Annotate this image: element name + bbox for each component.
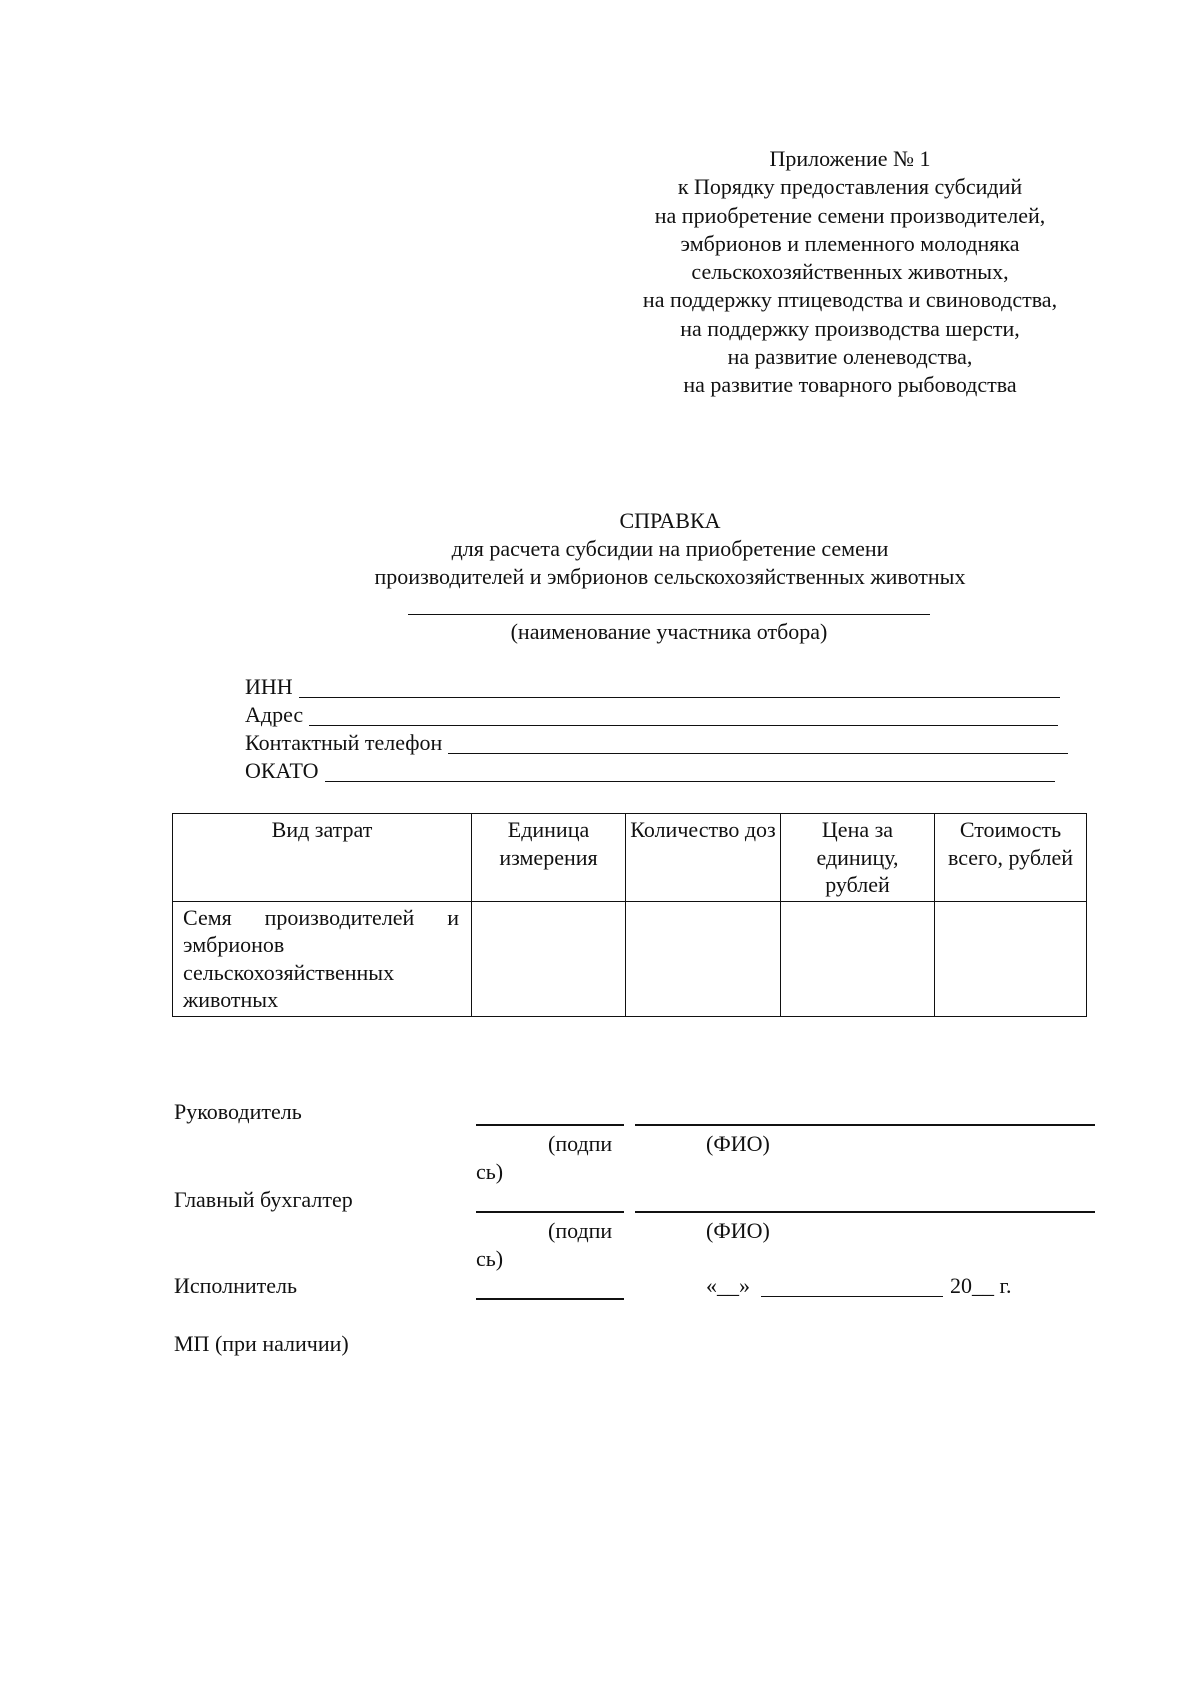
- head-label: Руководитель: [174, 1099, 302, 1124]
- phone-label: Контактный телефон: [245, 730, 443, 755]
- address-field: [245, 701, 1058, 729]
- document-subtitle: производителей и эмбрионов сельскохозяйственных животных: [374, 564, 966, 589]
- accountant-label: Главный бухгалтер: [174, 1187, 353, 1212]
- signature-caption: сь): [476, 1246, 504, 1271]
- inn-field: [245, 673, 1060, 701]
- appendix-line: Приложение № 1: [769, 146, 931, 171]
- participant-name-caption: (наименование участника отбора): [510, 619, 828, 644]
- inn-label: ИНН: [245, 674, 293, 699]
- column-header: Цена за единицу, рублей: [781, 814, 935, 902]
- column-header: Количество доз: [626, 814, 781, 902]
- appendix-header: [600, 145, 1100, 400]
- head-signature-line: [476, 1124, 624, 1126]
- accountant-signature-line: [476, 1211, 624, 1213]
- appendix-line: к Порядку предоставления субсидий: [677, 174, 1023, 200]
- head-fio-line: [635, 1124, 1095, 1126]
- executor-signature-line: [476, 1298, 624, 1300]
- document-title-block: [300, 507, 1040, 591]
- okato-blank-line: [325, 761, 1055, 782]
- inn-blank-line: [299, 677, 1060, 698]
- column-header: Стоимость всего, рублей: [935, 814, 1087, 902]
- appendix-line: на поддержку производства шерсти,: [680, 315, 1020, 341]
- appendix-line: сельскохозяйственных животных,: [691, 259, 1009, 285]
- phone-field: [245, 729, 1068, 757]
- okato-field: [245, 757, 1055, 785]
- signature-caption: (подпи: [548, 1218, 613, 1243]
- table-cell: [626, 901, 781, 1016]
- document-title: СПРАВКА: [619, 508, 721, 533]
- date-year: 20__ г.: [950, 1273, 1012, 1298]
- table-cell: Семя производителей и эмбрионов сельскохозяйственных животных: [173, 901, 472, 1016]
- executor-label: Исполнитель: [174, 1273, 298, 1298]
- table-cell: [935, 901, 1087, 1016]
- costs-table: [172, 813, 1087, 1017]
- participant-name-line: [408, 614, 930, 615]
- okato-label: ОКАТО: [245, 758, 319, 783]
- fio-caption: (ФИО): [706, 1218, 770, 1243]
- column-header: Единица измерения: [472, 814, 626, 902]
- table-cell: [472, 901, 626, 1016]
- fio-caption: (ФИО): [706, 1131, 770, 1156]
- date-month-line: [761, 1296, 943, 1297]
- date-day: «__»: [706, 1273, 750, 1298]
- appendix-line: на развитие оленеводства,: [727, 344, 973, 370]
- stamp-note: МП (при наличии): [174, 1331, 349, 1356]
- document-subtitle: для расчета субсидии на приобретение семени: [451, 536, 889, 561]
- table-header-row: [173, 814, 1087, 902]
- appendix-line: на развитие товарного рыбоводства: [683, 372, 1017, 398]
- appendix-line: эмбрионов и племенного молодняка: [680, 230, 1020, 256]
- address-blank-line: [309, 705, 1058, 726]
- signature-caption: сь): [476, 1159, 504, 1184]
- column-header: Вид затрат: [173, 814, 472, 902]
- table-cell: [781, 901, 935, 1016]
- address-label: Адрес: [245, 702, 304, 727]
- signature-caption: (подпи: [548, 1131, 613, 1156]
- appendix-line: на поддержку птицеводства и свиноводства,: [642, 287, 1058, 313]
- table-row: [173, 901, 1087, 1016]
- appendix-line: на приобретение семени производителей,: [654, 202, 1046, 228]
- accountant-fio-line: [635, 1211, 1095, 1213]
- phone-blank-line: [448, 733, 1068, 754]
